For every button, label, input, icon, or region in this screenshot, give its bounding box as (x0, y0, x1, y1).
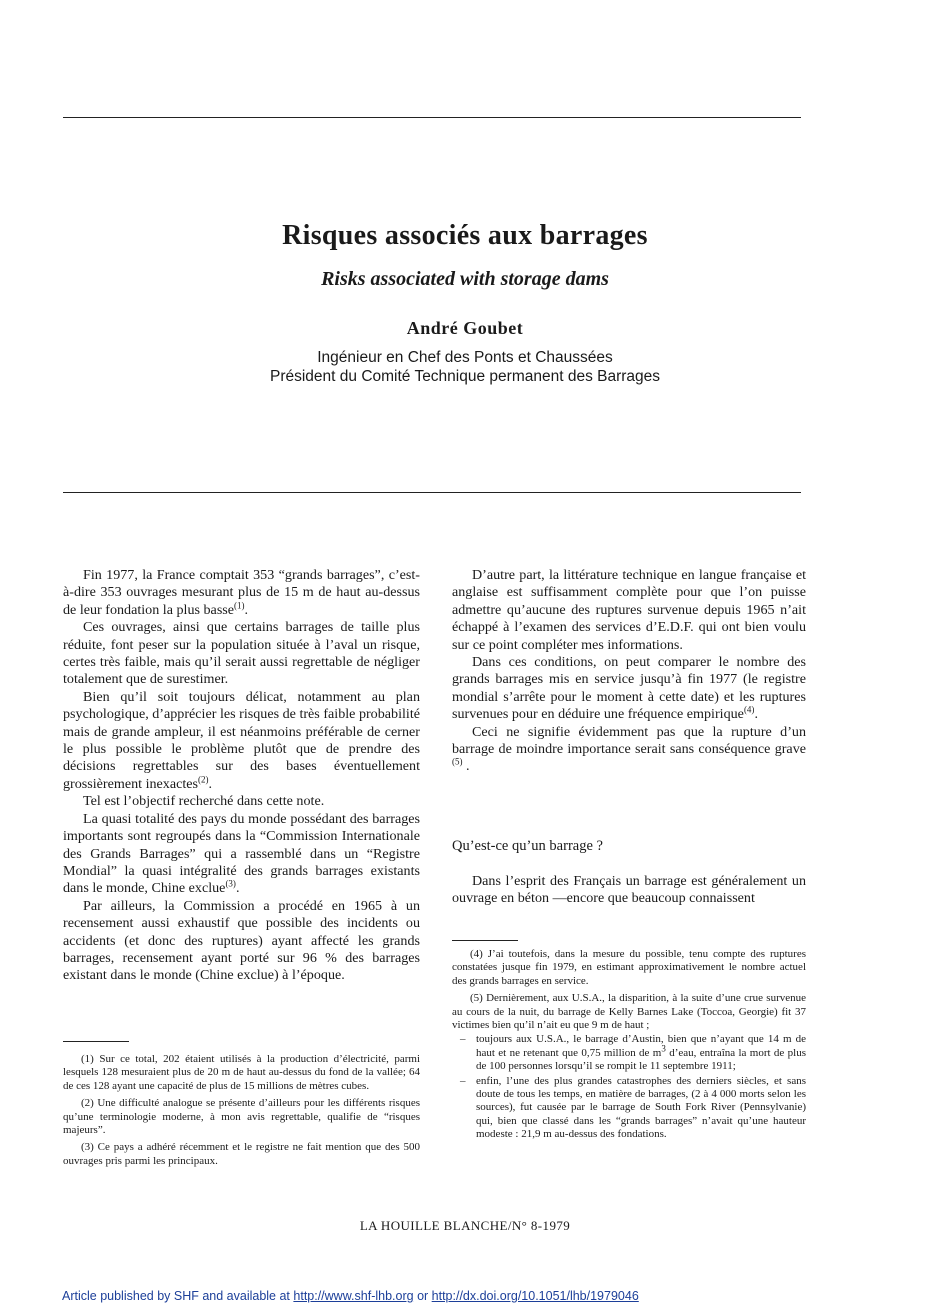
right-column (452, 567, 806, 776)
list-item-text: toujours aux U.S.A., le barrage d’Austin, bien que n’ayant que 14 m de haut et ne retenant que 0,75 million de m (476, 1033, 806, 1059)
footnote-ref: (1) (234, 600, 245, 611)
paragraph-text: La quasi totalité des pays du monde possédant des barrages importants sont regroupés dans la “Commission Internationale des Grands Barrages” qui a rassemblé dans un “Registre Mondial” la quasi intégralité des grands barrages existants dans le monde, Chine exclue (63, 810, 420, 897)
author-affiliation-1: Ingénieur en Chef des Ponts et Chaussées (317, 349, 613, 366)
paragraph (63, 567, 420, 619)
footnote-ref: (2) (198, 774, 209, 785)
paragraph-text: Ceci ne signifie évidemment pas que la rupture d’un barrage de moindre importance serait sans conséquence grave (452, 723, 806, 758)
paragraph-end: . (235, 880, 240, 897)
paragraph: Dans l’esprit des Français un barrage est généralement un ouvrage en béton —encore que beaucoup connaissent (452, 873, 806, 907)
footnote: (5) Dernièrement, aux U.S.A., la disparition, à la suite d’une crue survenue au cours de la nuit, du barrage de Kelly Barnes Lake (Toccoa, Georgie) fit 37 victimes bien qu’il n’ait eu que 9 m de haut ; (452, 992, 806, 1032)
top-rule (63, 117, 801, 118)
paragraph (452, 724, 806, 776)
paragraph-text: Bien qu’il soit toujours délicat, notamment au plan psychologique, d’apprécier les risques de très faible probabilité mais de grande ampleur, il est néanmoins préférable de cerner le plus possible le problème plutôt que de prendre des décisions regrettables sur des bases éventuellement grossièrement inexactes (63, 688, 420, 792)
publisher-credit (62, 1289, 639, 1303)
journal-footer: LA HOUILLE BLANCHE/N° 8-1979 (359, 1218, 571, 1233)
shf-link[interactable]: http://www.shf-lhb.org (293, 1289, 414, 1303)
footnotes-left (63, 1053, 420, 1172)
article-subtitle: Risks associated with storage dams (321, 268, 609, 290)
footnote: (3) Ce pays a adhéré récemment et le registre ne fait mention que des 500 ouvrages pris parmi les principaux. (63, 1141, 420, 1167)
footnote-list (452, 1033, 806, 1141)
footnote-list-item (452, 1075, 806, 1142)
paragraph: Tel est l’objectif recherché dans cette note. (83, 793, 325, 810)
paragraph (452, 654, 806, 724)
paragraph-end: . (754, 706, 758, 723)
paragraph: Par ailleurs, la Commission a procédé en 1965 à un recensement aussi exhaustif que possible des incidents ou accidents (et donc des ruptures) ayant affecté les grands barrages, recensement ayant porté sur 96 % des barrages existant dans le monde (Chine exclue) à l’époque. (63, 897, 420, 984)
superscript: 3 (661, 1043, 666, 1054)
author-name: André Goubet (406, 318, 524, 338)
dash-marker: – (460, 1033, 466, 1046)
paragraph: D’autre part, la littérature technique en langue française et anglaise est suffisamment complète pour que l’on puisse admettre qu’aucune des ruptures survenue depuis 1965 n’ait échappé à l’examen des services d’E.D.F. qui ont bien voulu sur ce point compléter mes informations. (452, 567, 806, 653)
footnote-separator (452, 940, 518, 941)
paragraph: Ces ouvrages, ainsi que certains barrages de taille plus réduite, font peser sur la population située à l’aval un risque, certes très faible, mais qu’il serait aussi regrettable de négliger totalement que de surestimer. (63, 619, 420, 688)
footnote-ref: (3) (225, 878, 236, 889)
header-bottom-rule (63, 492, 801, 493)
footnote-separator (63, 1041, 129, 1042)
footnote-ref: (4) (743, 704, 755, 715)
credit-prefix: Article published by SHF and available at (62, 1289, 294, 1303)
paragraph-end: . (244, 601, 249, 618)
right-column-continued (452, 873, 806, 908)
paragraph (63, 689, 420, 793)
footnote-ref: (5) (452, 756, 463, 767)
article-title: Risques associés aux barrages (282, 220, 648, 251)
footnote-list-item (452, 1033, 806, 1073)
list-item-text: enfin, l’une des plus grandes catastrophes des derniers siècles, et sans doute de tous les temps, en matière de barrages, (2 à 4 000 morts selon les sources), fut causée par le barrage de South Fork River (Pennsylvanie) qui, bien que classé dans les “grands barrages” n’avait qu’une hauteur modeste : 21,9 m au-dessus des fondations. (476, 1074, 806, 1141)
footnote: (4) J’ai toutefois, dans la mesure du possible, tenu compte des ruptures constatées jusque fin 1979, en estimant approximativement le nombre actuel des grands barrages en service. (452, 948, 806, 987)
doi-link[interactable]: http://dx.doi.org/10.1051/lhb/1979046 (431, 1289, 639, 1303)
section-heading: Qu’est-ce qu’un barrage ? (452, 838, 603, 854)
left-column (63, 567, 420, 985)
list-item-text-end: d’eau, entraîna la mort de plus de 100 personnes lorsqu’il se rompit le 11 septembre 1911; (476, 1046, 806, 1073)
paragraph-end: . (208, 775, 213, 792)
paragraph (63, 811, 420, 898)
credit-middle: or (413, 1289, 432, 1303)
footnote: (1) Sur ce total, 202 étaient utilisés à la production d’électricité, parmi lesquels 128 mesuraient plus de 20 m de haut au-dessus du fond de la vallée; 64 de ces 128 ayant une capacité de plus de 15 millions de mètres cubes. (63, 1053, 420, 1092)
paragraph-text: Dans ces conditions, on peut comparer le nombre des grands barrages mis en service jusqu’à fin 1977 (le registre mondial s’arrête pour le moment à cette date) et les ruptures survenues pour en déduire une fréquence empirique (452, 654, 806, 723)
footnote: (2) Une difficulté analogue se présente d’ailleurs pour les différents risques qu’une terminologie moderne, à mon avis regrettable, qualifie de “risques majeurs”. (63, 1097, 420, 1137)
paragraph-end: . (466, 758, 470, 775)
dash-marker: – (460, 1074, 466, 1087)
footnotes-right (452, 948, 806, 1143)
author-affiliation-2: Président du Comité Technique permanent des Barrages (269, 368, 661, 385)
paragraph-text: Fin 1977, la France comptait 353 “grands barrages”, c’est-à-dire 353 ouvrages mesurant plus de 15 m de haut au-dessus de leur fondation la plus basse (63, 567, 420, 618)
